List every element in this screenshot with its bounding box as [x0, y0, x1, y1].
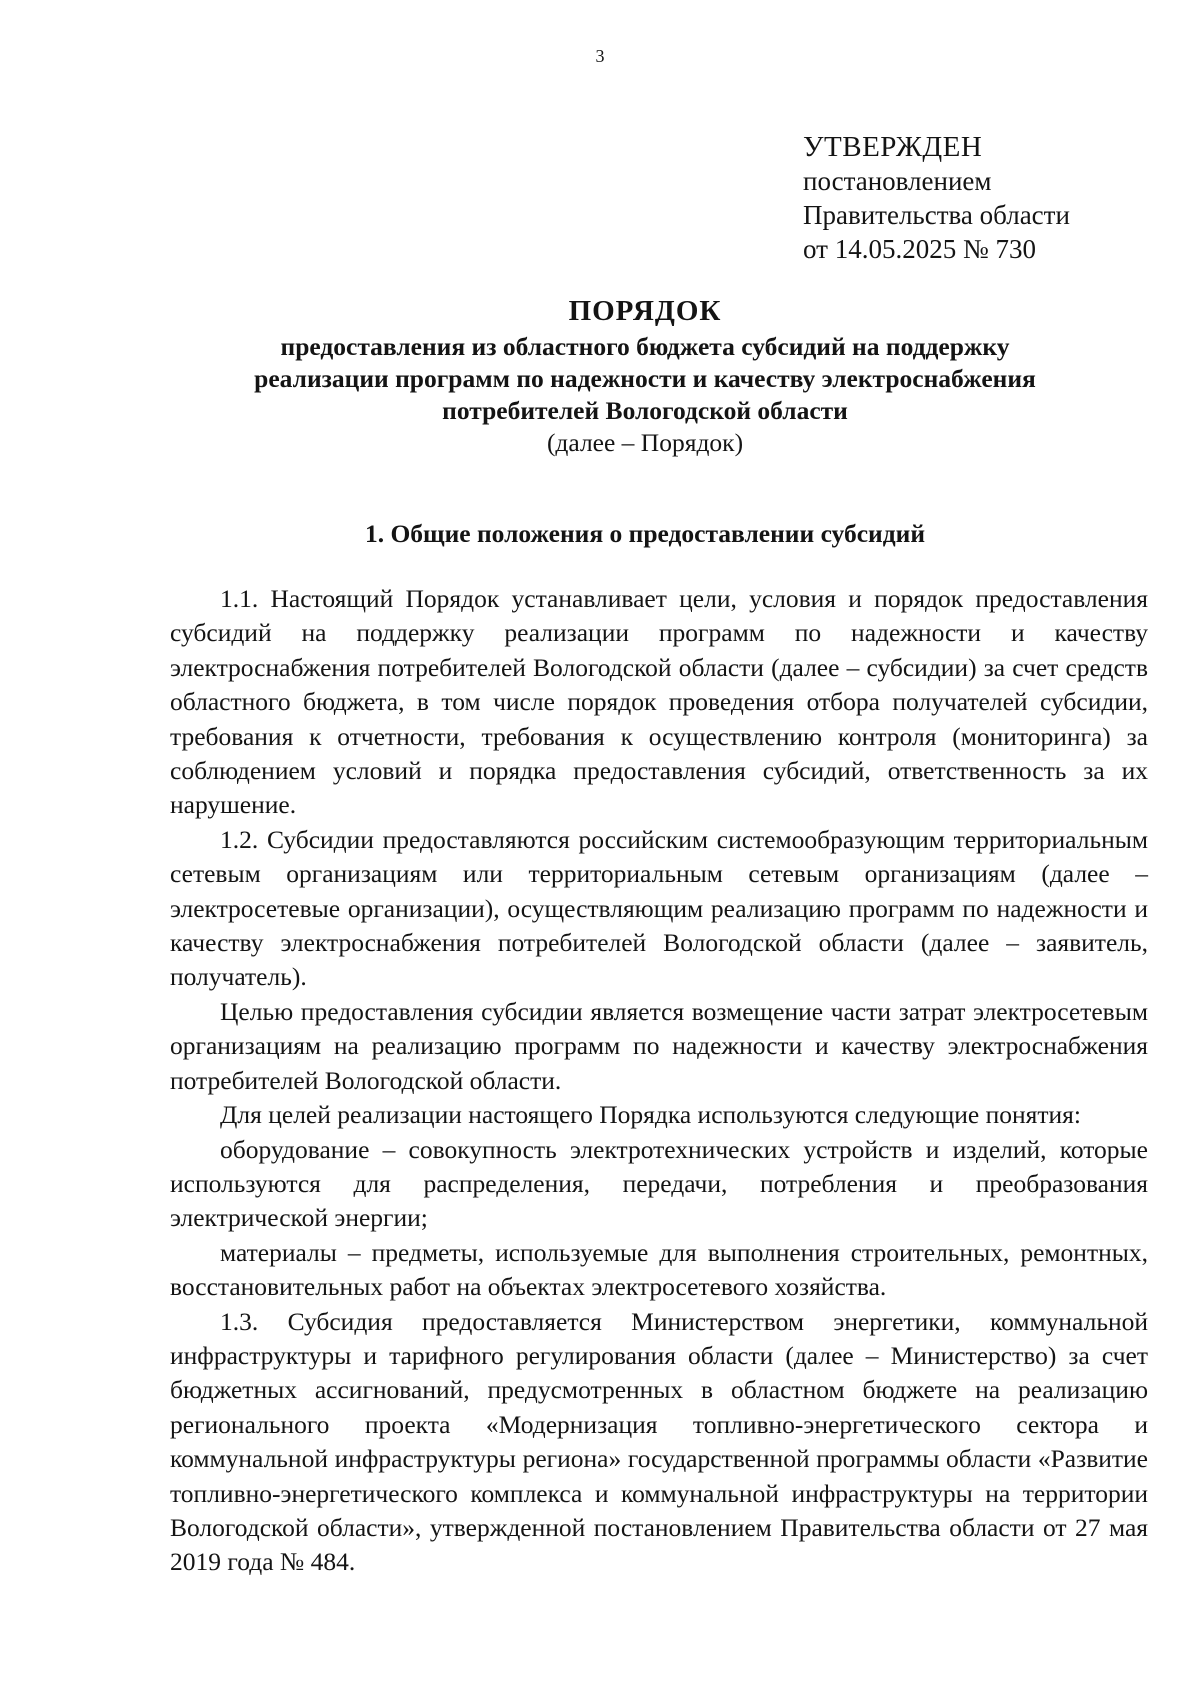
paragraph-purpose: Целью предоставления субсидии является возмещение части затрат электросетевым организациям на реализацию программ по надежности и качеству электроснабжения потребителей Вологодской области. — [170, 996, 1148, 1095]
paragraph-definition-materials: материалы – предметы, используемые для выполнения строительных, ремонтных, восстановительных работ на объектах электросетевого хозяйства. — [170, 1237, 1148, 1302]
approval-date-number: от 14.05.2025 № 730 — [803, 234, 1036, 264]
paragraph-1-1: 1.1. Настоящий Порядок устанавливает цели, условия и порядок предоставления субсидий на поддержку реализации программ по надежности и качеству электроснабжения потребителей Вологодской области (далее – субсидии) за счет средств областного бюджета, в том числе порядок проведения отбора получателей субсидии, требования к отчетности, требования к осуществлению контроля (мониторинга) за соблюдением условий и порядка предоставления субсидий, ответственность за их нарушение. — [170, 584, 1148, 820]
paragraph-definitions-intro: Для целей реализации настоящего Порядка используются следующие понятия: — [220, 1100, 1081, 1130]
title-block — [0, 293, 1200, 459]
approval-approved: УТВЕРЖДЕН — [803, 131, 983, 163]
document-subtitle-line-1: предоставления из областного бюджета субсидий на поддержку — [280, 332, 1010, 361]
approval-stamp — [803, 130, 1070, 266]
document-title: ПОРЯДОК — [568, 295, 722, 327]
document-note: (далее – Порядок) — [546, 428, 744, 457]
approval-by-decree: постановлением — [803, 166, 992, 196]
paragraph-1-2: 1.2. Субсидии предоставляются российским системообразующим территориальным сетевым организациям или территориальным сетевым организациям (далее – электросетевые организации), осуществляющим реализацию программ по надежности и качеству электроснабжения потребителей Вологодской области (далее – заявитель, получатель). — [170, 824, 1148, 992]
page-number: 3 — [595, 46, 605, 66]
paragraph-definition-equipment: оборудование – совокупность электротехнических устройств и изделий, которые используются для распределения, передачи, потребления и преобразования электрической энергии; — [170, 1134, 1148, 1233]
paragraph-1-3: 1.3. Субсидия предоставляется Министерством энергетики, коммунальной инфраструктуры и тарифного регулирования области (далее – Министерство) за счет бюджетных ассигнований, предусмотренных в областном бюджете на реализацию регионального проекта «Модернизация топливно-энергетического сектора и коммунальной инфраструктуры региона» государственной программы области «Развитие топливно-энергетического комплекса и коммунальной инфраструктуры на территории Вологодской области», утвержденной постановлением Правительства области от 27 мая 2019 года № 484. — [170, 1306, 1148, 1577]
section-heading: 1. Общие положения о предоставлении субсидий — [364, 519, 926, 548]
document-subtitle-line-2: реализации программ по надежности и качеству электроснабжения — [254, 364, 1036, 393]
approval-government: Правительства области — [803, 200, 1070, 230]
document-subtitle-line-3: потребителей Вологодской области — [442, 396, 848, 425]
document-body — [170, 582, 1148, 1580]
